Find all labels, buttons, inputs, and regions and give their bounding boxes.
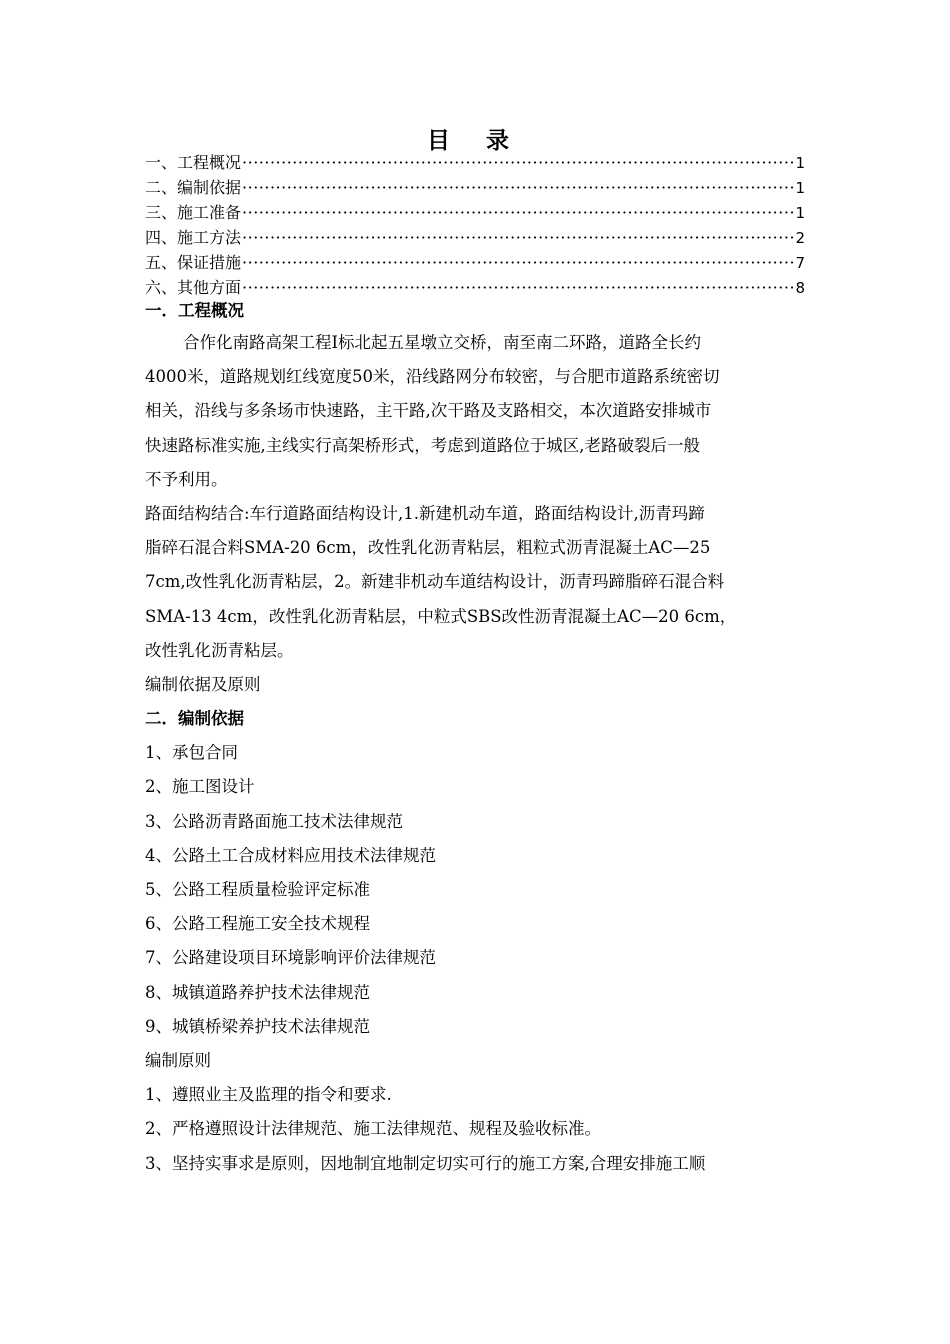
paragraph-line: 编制依据及原则 (145, 674, 261, 694)
paragraph-line: 改性乳化沥青粘层。 (145, 640, 294, 660)
paragraph-line: 合作化南路高架工程Ⅰ标北起五星墩立交桥，南至南二环路，道路全长约 (183, 333, 702, 352)
subsection-heading: 编制原则 (145, 1050, 211, 1070)
toc-entry-label: 五、保证措施 (145, 253, 242, 272)
list-item: 4、公路土工合成材料应用技术法律规范 (145, 845, 436, 865)
toc-entry[interactable] (145, 150, 805, 175)
toc-leader-dots (242, 250, 794, 275)
toc-entry-page: 1 (795, 154, 805, 172)
toc-entry[interactable] (145, 200, 805, 225)
toc-leader-dots (242, 175, 794, 200)
list-item: 1、承包合同 (145, 743, 238, 763)
table-of-contents (145, 150, 805, 300)
toc-entry-page: 1 (795, 179, 805, 197)
page-title: 目 录 (426, 128, 523, 154)
list-item: 5、公路工程质量检验评定标准 (145, 880, 370, 899)
paragraph-line: 不予利用。 (145, 469, 228, 489)
toc-leader-dots (242, 200, 794, 225)
section-heading: 二．编制依据 (145, 709, 244, 729)
paragraph-line: SMA-13 4cm，改性乳化沥青粘层，中粒式SBS改性沥青混凝土AC—20 6cm， (145, 606, 737, 626)
paragraph-line: 路面结构结合:车行道路面结构设计,1.新建机动车道，路面结构设计,沥青玛蹄 (145, 503, 705, 523)
toc-entry-label: 三、施工准备 (145, 203, 242, 222)
toc-leader-dots (242, 225, 794, 250)
document-body (145, 296, 807, 1181)
toc-entry[interactable] (145, 225, 805, 250)
paragraph-line: 7cm,改性乳化沥青粘层，2。新建非机动车道结构设计，沥青玛蹄脂碎石混合料 (145, 572, 725, 592)
toc-entry-page: 8 (795, 279, 805, 297)
toc-entry-label: 四、施工方法 (145, 228, 242, 247)
toc-entry-label: 六、其他方面 (145, 278, 242, 297)
toc-entry[interactable] (145, 250, 805, 275)
toc-entry-label: 二、编制依据 (145, 178, 242, 197)
toc-entry-label: 一、工程概况 (145, 153, 242, 172)
list-item: 9、城镇桥梁养护技术法律规范 (145, 1016, 370, 1036)
list-item: 3、坚持实事求是原则，因地制宜地制定切实可行的施工方案,合理安排施工顺 (145, 1153, 706, 1173)
list-item: 2、施工图设计 (145, 777, 255, 797)
list-item: 8、城镇道路养护技术法律规范 (145, 982, 370, 1002)
list-item: 7、公路建设项目环境影响评价法律规范 (145, 948, 436, 968)
section-heading: 一．工程概况 (145, 301, 244, 320)
list-item: 2、严格遵照设计法律规范、施工法律规范、规程及验收标准。 (145, 1119, 601, 1139)
toc-entry-page: 1 (795, 204, 805, 222)
list-item: 6、公路工程施工安全技术规程 (145, 914, 370, 934)
paragraph-line: 4000米，道路规划红线宽度50米，沿线路网分布较密，与合肥市道路系统密切 (145, 367, 720, 387)
paragraph-line: 相关，沿线与多条场市快速路，主干路,次干路及支路相交，本次道路安排城市 (145, 401, 712, 421)
list-item: 3、公路沥青路面施工技术法律规范 (145, 811, 403, 831)
toc-entry-page: 7 (795, 254, 805, 272)
toc-entry-page: 2 (795, 229, 805, 247)
paragraph-line: 快速路标准实施,主线实行高架桥形式，考虑到道路位于城区,老路破裂后一般 (145, 435, 700, 455)
list-item: 1、遵照业主及监理的指令和要求. (145, 1085, 392, 1105)
toc-leader-dots (242, 150, 794, 175)
paragraph-line: 脂碎石混合料SMA-20 6cm，改性乳化沥青粘层，粗粒式沥青混凝土AC—25 (145, 538, 711, 558)
toc-entry[interactable] (145, 175, 805, 200)
